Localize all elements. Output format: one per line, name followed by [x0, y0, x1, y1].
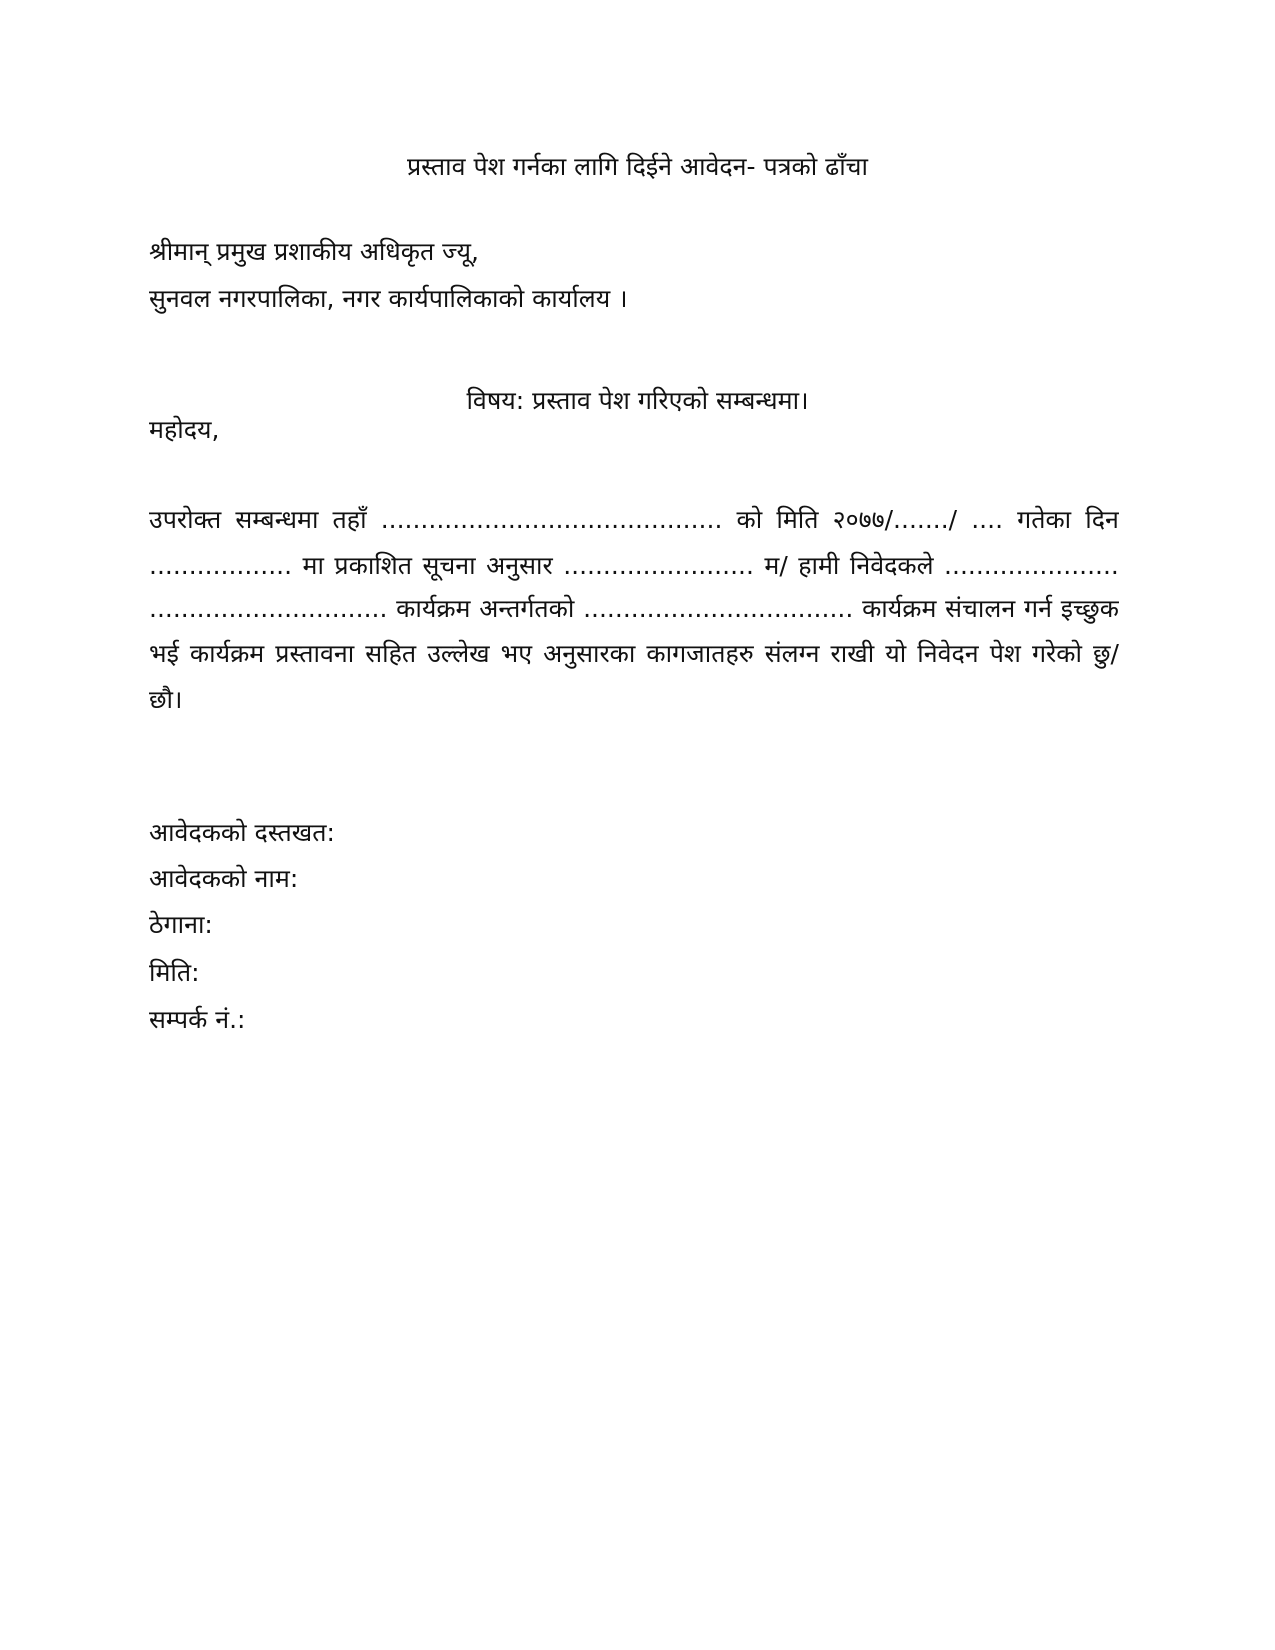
body-word: सूचना: [422, 551, 476, 580]
body-word: म/: [764, 551, 788, 580]
body-word: तहाँ: [332, 505, 367, 534]
body-word: मिति: [776, 505, 819, 534]
document-title: प्रस्ताव पेश गर्नका लागि दिईने आवेदन- पत्रको ढाँचा: [406, 152, 869, 181]
name-field-label: आवेदकको नाम:: [149, 864, 299, 893]
body-word: सहित: [365, 639, 417, 668]
salutation: महोदय,: [149, 415, 220, 444]
body-line-2: [149, 549, 1119, 583]
body-line-5: छौ।: [149, 685, 183, 714]
signature-field-label: आवेदकको दस्तखत:: [149, 818, 335, 847]
body-line-4: [149, 637, 1119, 671]
body-word: गतेका: [1017, 505, 1072, 534]
body-word: छु/: [1093, 639, 1119, 668]
addressee-line-1: श्रीमान् प्रमुख प्रशाकीय अधिकृत ज्यू,: [149, 237, 479, 266]
body-word: भए: [500, 639, 533, 668]
body-word: अनुसारका: [543, 639, 636, 668]
body-word: ........................: [563, 551, 754, 580]
body-word: ......................: [944, 551, 1119, 580]
addressee-line-2: सुनवल नगरपालिका, नगर कार्यपालिकाको कार्यालय ।: [149, 284, 628, 313]
body-word: २०७७/......./: [832, 505, 958, 534]
body-word: ....: [971, 505, 1004, 534]
body-word: इच्छुक: [1060, 594, 1119, 623]
body-word: ..............................: [149, 594, 388, 623]
body-word: उल्लेख: [427, 639, 490, 668]
body-word: ...........................................: [380, 505, 723, 534]
body-word: सम्बन्धमा: [235, 505, 319, 534]
body-word: निवेदकले: [849, 551, 934, 580]
body-word: भई: [149, 639, 179, 668]
body-word: प्रकाशित: [334, 551, 413, 580]
address-field-label: ठेगाना:: [149, 910, 213, 939]
body-word: यो: [885, 639, 907, 668]
body-word: राखी: [830, 639, 875, 668]
date-field-label: मिति:: [149, 958, 200, 987]
body-word: उपरोक्त: [149, 505, 222, 534]
body-word: पेश: [989, 639, 1021, 668]
body-word: दिन: [1085, 505, 1119, 534]
body-word: अनुसार: [486, 551, 553, 580]
body-word: निवेदन: [917, 639, 979, 668]
body-word: कार्यक्रम: [862, 594, 937, 623]
body-word: संलग्न: [764, 639, 820, 668]
body-word: कागजातहरु: [646, 639, 754, 668]
body-word: हामी: [798, 551, 840, 580]
body-word: ..................: [149, 551, 293, 580]
body-word: कार्यक्रम: [189, 639, 265, 668]
contact-field-label: सम्पर्क नं.:: [149, 1005, 246, 1034]
body-line-3: [149, 592, 1119, 626]
body-word: कार्यक्रम: [396, 594, 471, 623]
body-word: अन्तर्गतको: [479, 594, 575, 623]
body-word: मा: [302, 551, 324, 580]
body-line-1: [149, 503, 1119, 537]
body-word: ..................................: [583, 594, 854, 623]
body-word: संचालन: [945, 594, 1016, 623]
body-word: प्रस्तावना: [275, 639, 355, 668]
body-word: को: [736, 505, 763, 534]
subject-line: विषय: प्रस्ताव पेश गरिएको सम्बन्धमा।: [466, 386, 809, 415]
body-word: गरेको: [1031, 639, 1082, 668]
body-word: गर्न: [1024, 594, 1052, 623]
